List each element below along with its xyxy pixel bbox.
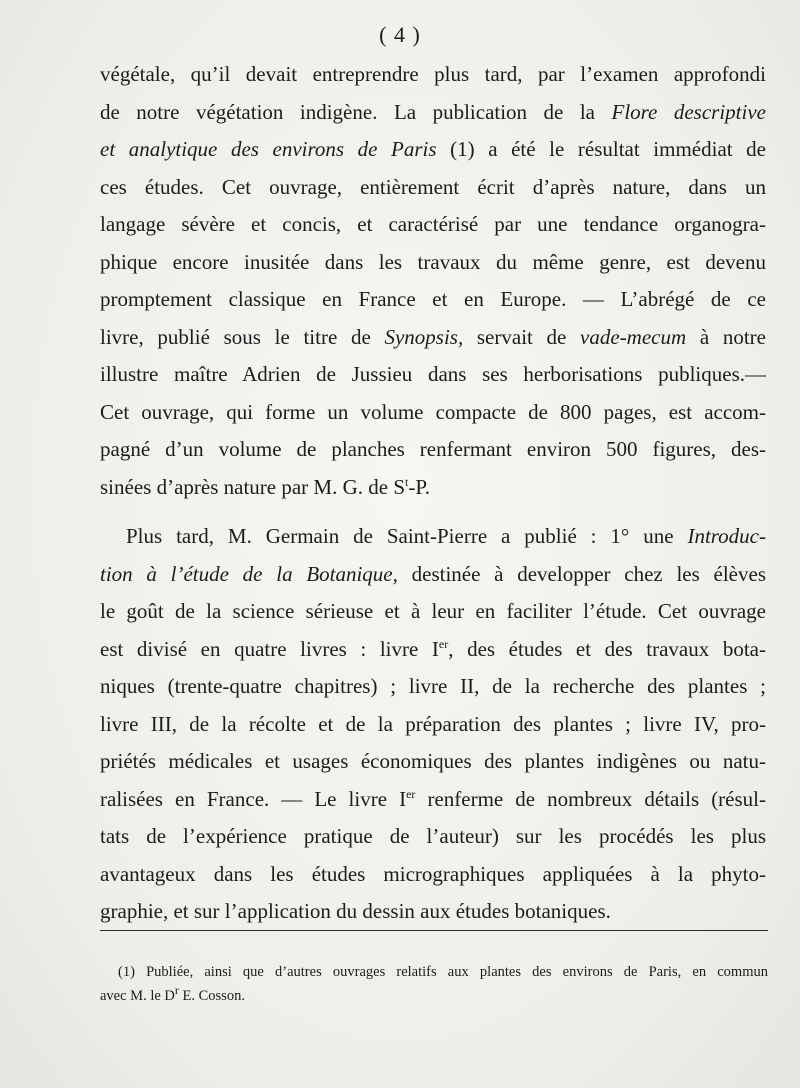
text-line: végétale, qu’il devait entreprendre plus tard, par l’examen approfondi: [100, 62, 766, 86]
text-line: pagné d’un volume de planches renfermant environ 500 figures, des-: [100, 437, 766, 461]
text-line: livre, publié sous le titre de Synopsis, servait de vade-mecum à notre: [100, 324, 766, 349]
text-line: de notre végétation indigène. La publication de la Flore descriptive: [100, 99, 766, 124]
text-line: ralisées en France. — Le livre Ier renferme de nombreux détails (résul-: [100, 786, 766, 811]
text-line: langage sévère et concis, et caractérisé par une tendance organogra-: [100, 212, 766, 236]
footnote-line: avec M. le $D^r$ E. Cosson.: [100, 983, 245, 1004]
text-line: et analytique des environs de Paris (1) a été le résultat immédiat de: [100, 137, 766, 161]
body-text: [100, 56, 766, 931]
footnote-line: (1) Publiée, ainsi que d’autres ouvrages relatifs aux plantes des environs de Paris, en commun: [118, 964, 768, 980]
text-line: est divisé en quatre livres : livre Ier, des études et des travaux bota-: [100, 636, 766, 661]
text-line: graphie, et sur l’application du dessin aux études botaniques.: [100, 899, 611, 923]
text-line: phique encore inusitée dans les travaux du même genre, est devenu: [100, 249, 766, 274]
text-line: sinées d’après nature par M. G. de $S^t-P$.: [100, 474, 430, 499]
text-line: priétés médicales et usages économiques des plantes indigènes ou natu-: [100, 749, 766, 773]
text-line: niques (trente-quatre chapitres) ; livre II, de la recherche des plantes ;: [100, 674, 766, 698]
text-line: avantageux dans les études micrographiques appliquées à la phyto-: [100, 861, 766, 886]
text-line: ces études. Cet ouvrage, entièrement écrit d’après nature, dans un: [100, 174, 766, 199]
text-line: illustre maître Adrien de Jussieu dans ses herborisations publiques.—: [100, 362, 766, 386]
text-line: livre III, de la récolte et de la préparation des plantes ; livre IV, pro-: [100, 711, 766, 736]
text-line: Plus tard, M. Germain de Saint-Pierre a publié : 1° une Introduc-: [126, 524, 766, 548]
paragraph-gap: [100, 506, 766, 518]
text-line: tion à l’étude de la Botanique, destinée à developper chez les élèves: [100, 561, 766, 586]
footnote-divider: [100, 930, 768, 931]
page-number: ( 4 ): [379, 22, 421, 47]
text-line: Cet ouvrage, qui forme un volume compacte de 800 pages, est accom-: [100, 399, 766, 424]
text-line: le goût de la science sérieuse et à leur en faciliter l’étude. Cet ouvrage: [100, 599, 766, 623]
footnote: [100, 960, 768, 1008]
text-line: tats de l’expérience pratique de l’auteur) sur les procédés les plus: [100, 824, 766, 848]
text-line: promptement classique en France et en Europe. — L’abrégé de ce: [100, 287, 766, 311]
